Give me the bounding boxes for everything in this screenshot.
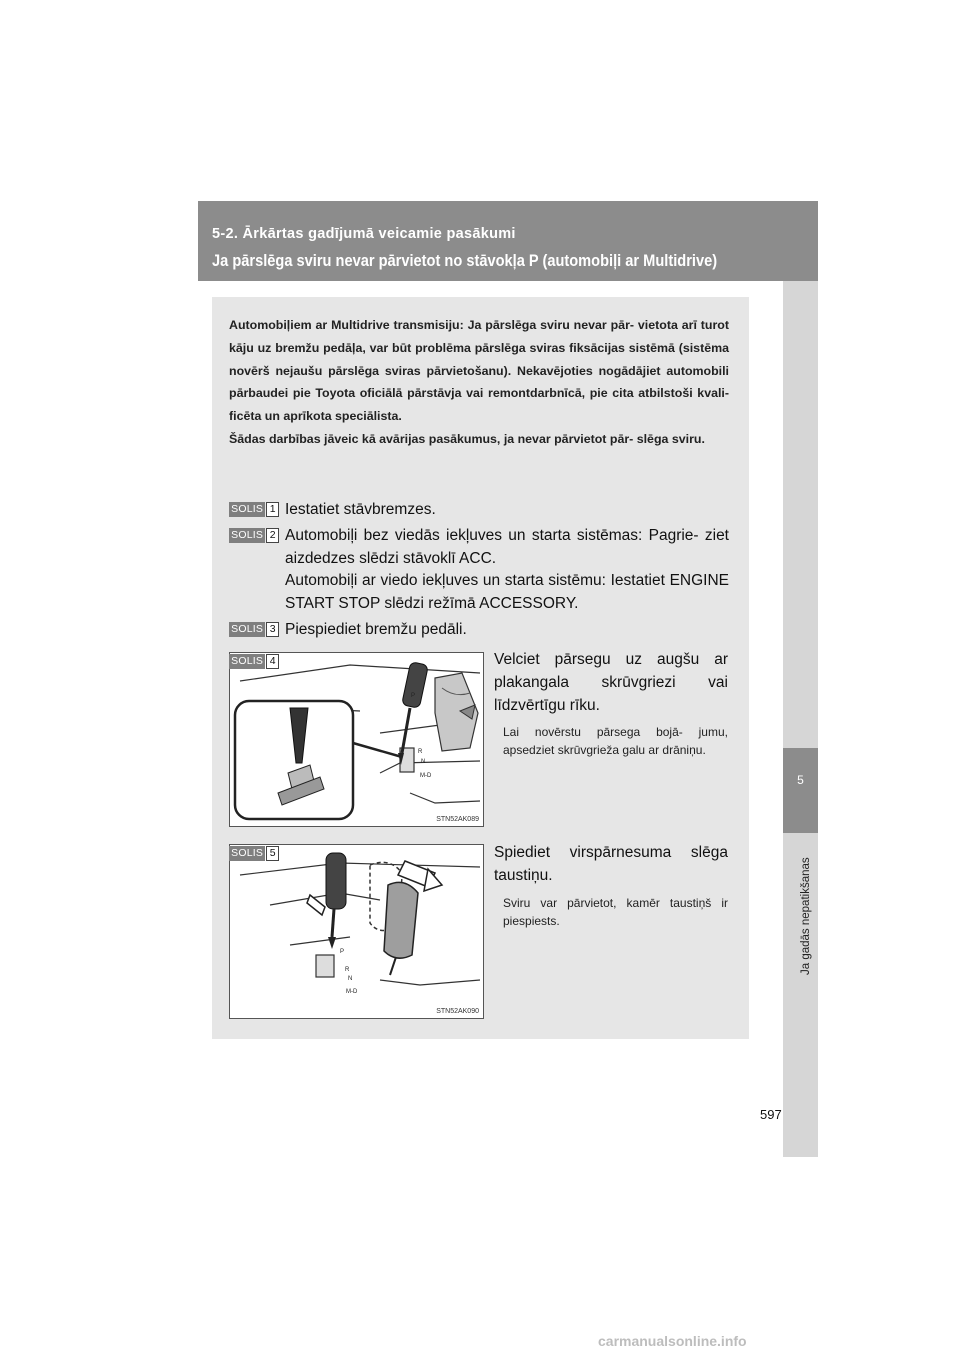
step-badge-number: 4 [266, 654, 279, 669]
gear-label-p: P [340, 949, 345, 955]
step-text-part-1: Automobiļi bez viedās iekļuves un starta sistēmas: Pagrie- ziet aizdedzes slēdzi stāvoklī ACC. [285, 527, 729, 567]
step-badge [229, 502, 279, 517]
page-title: Ja pārslēga sviru nevar pārvietot no stāvokļa P (automobiļi ar Multidrive) [212, 251, 718, 270]
intro-paragraph-2: Šādas darbības jāveic kā avārijas pasākumus, ja nevar pārvietot pār- slēga sviru. [229, 431, 705, 446]
side-tab [783, 281, 818, 1157]
step-badge-number: 5 [266, 846, 279, 861]
page-number: 597 [760, 1107, 782, 1122]
step-text: Piespiediet bremžu pedāli. [285, 621, 467, 638]
step-badge-label: SOLIS [229, 846, 265, 861]
section-label: 5-2. Ārkārtas gadījumā veicamie pasākumi [212, 226, 516, 242]
gear-label-p: P [411, 693, 416, 699]
chapter-title: Ja gadās nepatikšanas [800, 857, 812, 975]
side-tab-chapter-marker [783, 748, 818, 833]
step-badge-label: SOLIS [229, 502, 265, 517]
figure-code: STN52AK090 [436, 1008, 479, 1015]
step-4-text: Velciet pārsegu uz augšu ar plakangala skrūvgriezi vai līdzvērtīgu rīku. [494, 651, 728, 714]
chapter-number: 5 [797, 773, 804, 787]
shift-lever-screwdriver-illustration [230, 653, 484, 827]
intro-text [229, 314, 729, 451]
step-4-illustration [229, 652, 484, 827]
step-badge-number: 1 [266, 502, 279, 517]
step-5-illustration [229, 844, 484, 1019]
step-5-note: Sviru var pārvietot, kamēr taustiņš ir piespiests. [503, 896, 728, 928]
step-badge-number: 2 [266, 528, 279, 543]
gear-label-r: R [418, 749, 423, 755]
step-text: Iestatiet stāvbremzes. [285, 501, 436, 518]
step-badge-number: 3 [266, 622, 279, 637]
step-text [285, 525, 729, 615]
watermark: carmanualsonline.info [598, 1333, 747, 1349]
step-4-badge [229, 654, 279, 669]
step-badge [229, 528, 279, 543]
step-badge-label: SOLIS [229, 622, 265, 637]
figure-code: STN52AK089 [436, 816, 479, 823]
step-5-text: Spiediet virspārnesuma slēga taustiņu. [494, 844, 728, 884]
gear-label-n: N [421, 759, 426, 765]
step-4-note: Lai novērstu pārsega bojā- jumu, apsedziet skrūvgrieža galu ar drāniņu. [503, 725, 728, 757]
gear-label-d: M-D [420, 773, 432, 779]
step-badge [229, 622, 279, 637]
step-badge-label: SOLIS [229, 528, 265, 543]
step-badge-label: SOLIS [229, 654, 265, 669]
step-text-part-2: Automobiļi ar viedo iekļuves un starta sistēmu: Iestatiet ENGINE START STOP slēdzi režīmā ACCESSORY. [285, 572, 729, 612]
gear-label-n: N [348, 976, 353, 982]
gear-label-d: M-D [346, 989, 358, 995]
shift-lever-release-illustration [230, 845, 484, 1019]
gear-label-r: R [345, 967, 350, 973]
intro-paragraph-1: Automobiļiem ar Multidrive transmisiju: Ja pārslēga sviru nevar pār- vietota arī turot kāju uz bremžu pedāļa, var būt problēma pārslēga sviras fiksācijas sistēmā (sistēma novērš nejaušu pārslēga sviras pārvietošanu). Nekavējoties nogādājiet automobili pārbaudei pie Toyota oficiālā pārstāvja vai remontdarbnīcā, pie cita atbilstoši kvali- ficēta un aprīkota speciālista. [229, 318, 729, 424]
step-5-badge [229, 846, 279, 861]
